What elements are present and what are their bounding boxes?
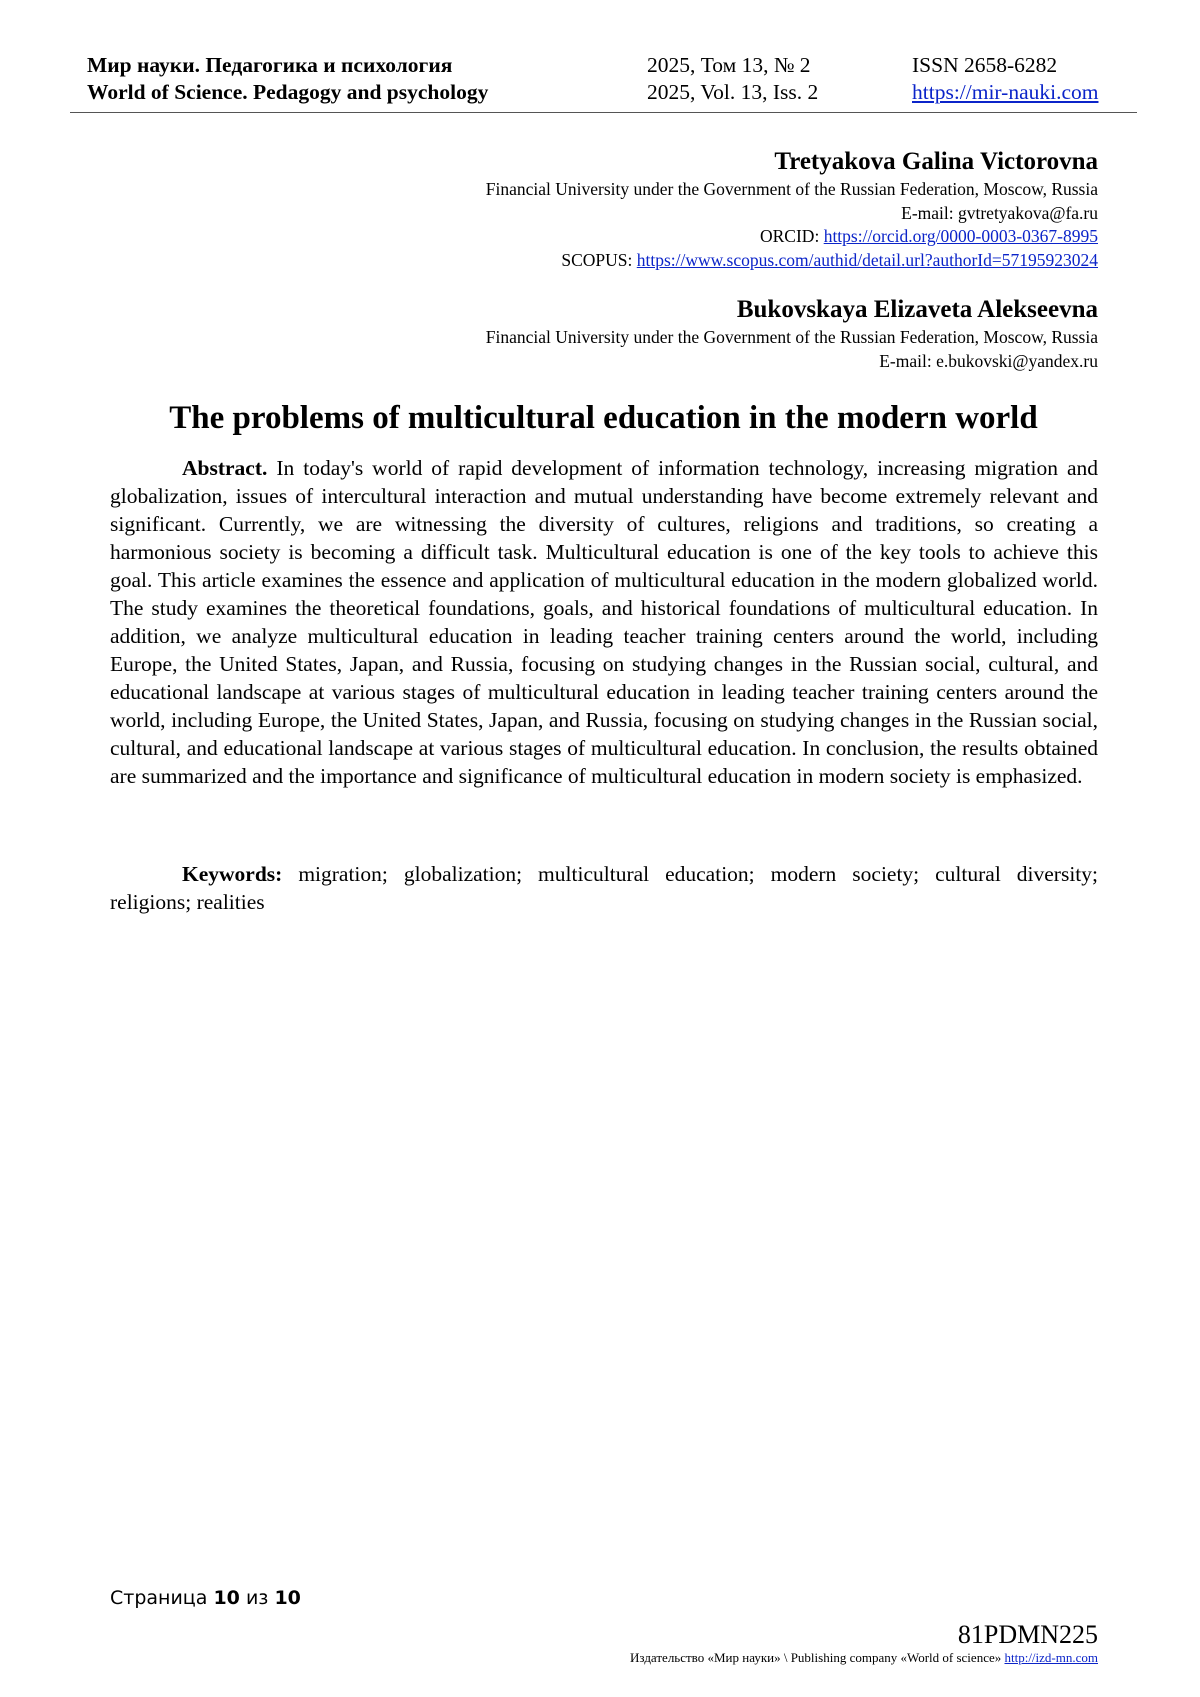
publisher-link[interactable]: http://izd-mn.com (1004, 1650, 1098, 1665)
keywords (110, 860, 1098, 916)
author-block (198, 146, 1098, 395)
author-orcid (198, 225, 1098, 249)
author-1 (198, 146, 1098, 272)
scopus-link[interactable]: https://www.scopus.com/authid/detail.url?authorId=57195923024 (636, 249, 1098, 270)
orcid-label: ORCID: (760, 226, 820, 246)
running-header (87, 52, 1127, 106)
page-current: 10 (213, 1587, 240, 1609)
keywords-text: migration; globalization; multicultural education; modern society; cultural diversity; religions; realities (110, 862, 1098, 914)
author-affiliation: Financial University under the Government of the Russian Federation, Moscow, Russia (485, 179, 1098, 199)
page-counter (110, 1587, 301, 1609)
page-total: 10 (274, 1587, 301, 1609)
keywords-label: Keywords: (182, 862, 283, 886)
article-title: The problems of multicultural education in the modern world (169, 400, 1038, 436)
abstract-text: In today's world of rapid development of information technology, increasing migration and globalization, issues of intercultural interaction and mutual understanding have become extremely relevant and significant. Currently, we are witnessing the diversity of cultures, religions and traditions, so creating a harmonious society is becoming a difficult task. Multicultural education is one of the key tools to achieve this goal. This article examines the essence and application of multicultural education in the modern globalized world. The study examines the theoretical foundations, goals, and historical foundations of multicultural education. In addition, we analyze multicultural education in leading teacher training centers around the world, including Europe, the United States, Japan, and Russia, focusing on studying changes in the Russian social, cultural, and educational landscape at various stages of multicultural education in leading teacher training centers around the world, including Europe, the United States, Japan, and Russia, focusing on studying changes in the Russian social, cultural, and educational landscape at various stages of multicultural education. In conclusion, the results obtained are summarized and the importance and significance of multicultural education in modern society is emphasized. (110, 456, 1098, 788)
abstract (110, 454, 1098, 790)
page-separator: из (245, 1587, 269, 1609)
author-scopus (198, 249, 1098, 273)
issue-ru: 2025, Том 13, № 2 (647, 53, 811, 77)
author-affiliation: Financial University under the Government of the Russian Federation, Moscow, Russia (485, 327, 1098, 347)
abstract-label: Abstract. (182, 456, 268, 480)
publisher-text: Издательство «Мир науки» \ Publishing company «World of science» (630, 1650, 1002, 1665)
article-code: 81PDMN225 (957, 1620, 1098, 1649)
page-prefix: Страница (110, 1587, 208, 1609)
publisher-line (630, 1650, 1098, 1666)
issue-en: 2025, Vol. 13, Iss. 2 (647, 80, 819, 104)
author-name: Tretyakova Galina Victorovna (774, 148, 1098, 175)
author-name: Bukovskaya Elizaveta Alekseevna (736, 296, 1098, 323)
author-email: E-mail: gvtretyakova@fa.ru (901, 202, 1098, 223)
issn: ISSN 2658-6282 (912, 53, 1058, 77)
header-divider (70, 112, 1137, 113)
journal-title-ru: Мир науки. Педагогика и психология (87, 53, 453, 77)
author-email: E-mail: e.bukovski@yandex.ru (879, 350, 1098, 371)
journal-website-link[interactable]: https://mir-nauki.com (912, 80, 1099, 104)
journal-title-en: World of Science. Pedagogy and psychology (87, 80, 489, 104)
author-2 (198, 294, 1098, 373)
scopus-label: SCOPUS: (561, 249, 633, 270)
orcid-link[interactable]: https://orcid.org/0000-0003-0367-8995 (823, 226, 1098, 246)
